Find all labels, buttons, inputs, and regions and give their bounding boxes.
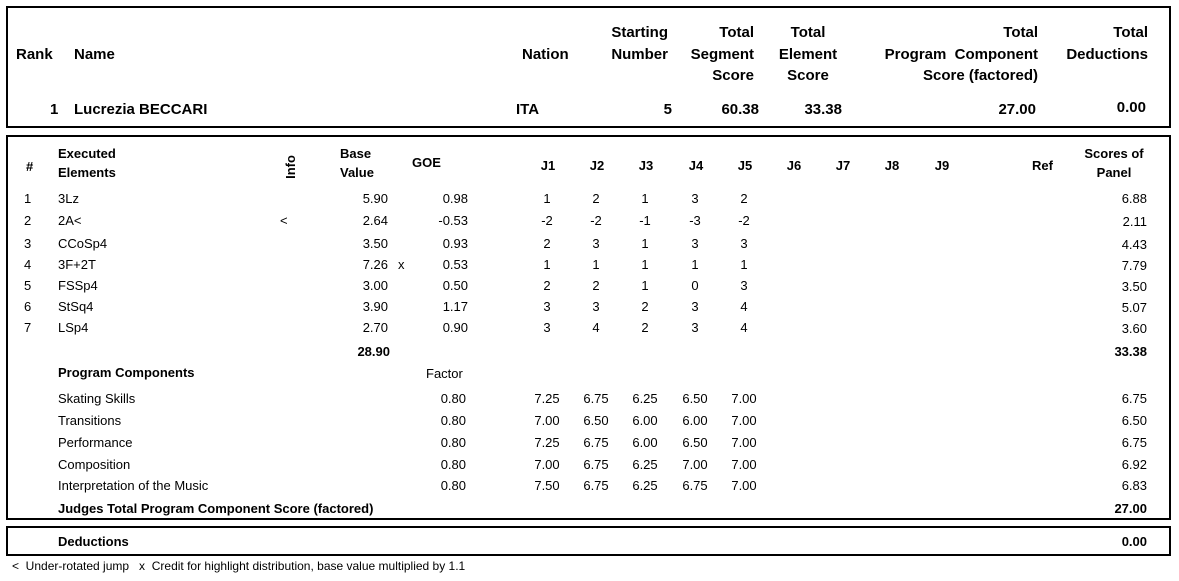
element-panel-score: 5.07 (1121, 300, 1147, 315)
component-judge-score: 6.25 (632, 457, 658, 472)
starting-number-header-2: Number (611, 46, 668, 63)
skater-header-box (6, 6, 1171, 128)
component-judge-score: 6.75 (682, 478, 708, 493)
element-judge-score: 3 (543, 320, 551, 335)
element-panel-score: 4.43 (1121, 237, 1147, 252)
pcs-header-1: Total (1003, 24, 1038, 41)
element-judge-score: 2 (641, 320, 649, 335)
element-goe: -0.53 (438, 213, 468, 228)
element-base-value: 3.90 (362, 299, 388, 314)
element-judge-score: 1 (641, 236, 649, 251)
tes-header-3: Score (787, 67, 829, 84)
element-judge-score: 3 (740, 278, 748, 293)
skater-tss: 60.38 (721, 101, 759, 118)
nation-header: Nation (522, 46, 569, 63)
element-judge-score: -2 (590, 213, 602, 228)
tes-header-1: Total (790, 24, 826, 41)
component-name: Composition (58, 457, 131, 472)
details-box (6, 135, 1171, 520)
component-judge-score: 6.00 (632, 413, 658, 428)
element-judge-score: 1 (641, 257, 649, 272)
skater-pcs: 27.00 (998, 101, 1036, 118)
component-name: Transitions (58, 413, 122, 428)
element-judge-score: 3 (740, 236, 748, 251)
executed-header-1: Executed (58, 146, 116, 161)
element-number: 7 (24, 320, 32, 335)
element-judge-score: 0 (691, 278, 699, 293)
element-judge-score: 4 (740, 320, 748, 335)
component-judge-score: 6.25 (632, 478, 658, 493)
tss-header-1: Total (719, 24, 754, 41)
element-panel-score: 6.88 (1121, 191, 1147, 206)
element-name: 2A< (58, 213, 82, 228)
element-judge-score: 3 (691, 320, 699, 335)
element-info: < (280, 213, 288, 228)
element-name: StSq4 (58, 299, 94, 314)
element-number: 6 (24, 299, 32, 314)
component-judge-score: 6.75 (583, 391, 609, 406)
element-number: 5 (24, 278, 32, 293)
deductions-box (6, 526, 1171, 556)
element-goe: 0.90 (442, 320, 468, 335)
component-factor: 0.80 (440, 457, 466, 472)
judge-header-j6: J6 (786, 158, 802, 173)
judge-header-j3: J3 (638, 158, 654, 173)
component-judge-score: 6.00 (632, 435, 658, 450)
element-judge-score: 1 (641, 191, 649, 206)
component-judge-score: 6.25 (632, 391, 658, 406)
rank-header: Rank (16, 46, 53, 63)
judge-header-j9: J9 (934, 158, 950, 173)
element-judge-score: 3 (592, 236, 600, 251)
component-judge-score: 7.00 (731, 457, 757, 472)
executed-header-2: Elements (58, 165, 116, 180)
element-judge-score: 1 (691, 257, 699, 272)
element-judge-score: 2 (641, 299, 649, 314)
element-panel-score: 7.79 (1121, 258, 1147, 273)
element-judge-score: 4 (740, 299, 748, 314)
legend: < Under-rotated jump x Credit for highlight distribution, base value multiplied by 1.1 (12, 559, 466, 573)
base-header-2: Value (340, 165, 374, 180)
element-judge-score: 1 (641, 278, 649, 293)
element-judge-score: 3 (543, 299, 551, 314)
element-judge-score: -2 (738, 213, 750, 228)
element-number: 2 (24, 213, 32, 228)
ded-header-1: Total (1113, 24, 1148, 41)
component-panel-score: 6.75 (1121, 435, 1147, 450)
skater-name: Lucrezia BECCARI (74, 101, 208, 118)
component-judge-score: 7.50 (534, 478, 560, 493)
component-judge-score: 6.75 (583, 435, 609, 450)
element-judge-score: 3 (691, 236, 699, 251)
panel-header-1: Scores of (1084, 146, 1144, 161)
elements-base-total: 28.90 (357, 344, 390, 359)
pcs-header-2: Program Component (884, 46, 1038, 63)
element-base-value: 2.70 (362, 320, 388, 335)
component-panel-score: 6.50 (1121, 413, 1147, 428)
info-header: Info (283, 155, 298, 179)
component-judge-score: 7.00 (534, 413, 560, 428)
element-name: 3F+2T (58, 257, 96, 272)
element-judge-score: 1 (543, 257, 551, 272)
element-base-value: 7.26 (362, 257, 388, 272)
component-factor: 0.80 (440, 391, 466, 406)
element-bonus-mark: x (398, 257, 405, 272)
component-name: Interpretation of the Music (58, 478, 209, 493)
component-factor: 0.80 (440, 478, 466, 493)
element-judge-score: 2 (740, 191, 748, 206)
element-judge-score: 3 (691, 191, 699, 206)
judge-header-j4: J4 (688, 158, 704, 173)
element-goe: 0.50 (442, 278, 468, 293)
component-judge-score: 6.75 (583, 457, 609, 472)
ded-header-2: Deductions (1066, 46, 1148, 63)
component-judge-score: 6.50 (682, 435, 708, 450)
skater-rank: 1 (50, 101, 59, 118)
tes-header-2: Element (778, 46, 838, 63)
element-goe: 0.93 (442, 236, 468, 251)
element-judge-score: -3 (689, 213, 701, 228)
element-base-value: 3.50 (362, 236, 388, 251)
element-judge-score: 2 (592, 278, 600, 293)
component-name: Performance (58, 435, 133, 450)
element-base-value: 2.64 (362, 213, 388, 228)
element-goe: 0.53 (442, 257, 468, 272)
element-goe: 1.17 (442, 299, 468, 314)
component-factor: 0.80 (440, 435, 466, 450)
element-panel-score: 2.11 (1122, 214, 1147, 229)
pcs-total-value: 27.00 (1114, 501, 1147, 516)
element-judge-score: 1 (740, 257, 748, 272)
deductions-value: 0.00 (1121, 534, 1147, 549)
element-name: CCoSp4 (58, 236, 108, 251)
component-judge-score: 6.00 (682, 413, 708, 428)
component-factor: 0.80 (440, 413, 466, 428)
element-judge-score: 1 (543, 191, 551, 206)
pcs-header-3: Score (factored) (922, 67, 1038, 84)
judge-header-j2: J2 (589, 158, 605, 173)
component-panel-score: 6.75 (1121, 391, 1147, 406)
element-number: 1 (24, 191, 32, 206)
element-number: 4 (24, 257, 32, 272)
ref-header: Ref (1032, 158, 1053, 173)
component-judge-score: 7.00 (682, 457, 708, 472)
element-judge-score: 3 (592, 299, 600, 314)
base-header-1: Base (340, 146, 372, 161)
elements-panel-total: 33.38 (1114, 344, 1147, 359)
element-name: 3Lz (58, 191, 79, 206)
name-header: Name (74, 46, 115, 63)
element-judge-score: 1 (592, 257, 600, 272)
component-judge-score: 6.75 (583, 478, 609, 493)
judge-header-j5: J5 (737, 158, 753, 173)
pcs-total-label: Judges Total Program Component Score (factored) (58, 501, 374, 516)
element-base-value: 5.90 (362, 191, 388, 206)
component-judge-score: 7.00 (731, 435, 757, 450)
element-name: LSp4 (58, 320, 89, 335)
component-judge-score: 7.00 (731, 478, 757, 493)
judge-header-j8: J8 (884, 158, 900, 173)
component-judge-score: 6.50 (583, 413, 609, 428)
num-header: # (26, 159, 34, 174)
element-panel-score: 3.60 (1121, 321, 1147, 336)
component-panel-score: 6.92 (1121, 457, 1147, 472)
judge-header-j7: J7 (835, 158, 851, 173)
skater-nation: ITA (516, 101, 540, 118)
component-judge-score: 6.50 (682, 391, 708, 406)
goe-header: GOE (412, 155, 441, 170)
deductions-label: Deductions (58, 534, 129, 549)
element-judge-score: -2 (541, 213, 553, 228)
skater-starting-number: 5 (663, 101, 672, 118)
element-panel-score: 3.50 (1121, 279, 1147, 294)
panel-header-2: Panel (1096, 165, 1132, 180)
element-name: FSSp4 (58, 278, 98, 293)
element-number: 3 (24, 236, 32, 251)
judge-header-j1: J1 (540, 158, 556, 173)
element-judge-score: 2 (543, 278, 551, 293)
tss-header-3: Score (712, 67, 754, 84)
element-base-value: 3.00 (362, 278, 388, 293)
program-components-title: Program Components (58, 365, 195, 380)
element-judge-score: 4 (592, 320, 600, 335)
element-goe: 0.98 (442, 191, 468, 206)
skater-tes: 33.38 (804, 101, 842, 118)
tss-header-2: Segment (690, 46, 754, 63)
component-name: Skating Skills (58, 391, 136, 406)
component-panel-score: 6.83 (1121, 478, 1147, 493)
element-judge-score: 2 (592, 191, 600, 206)
component-judge-score: 7.00 (731, 391, 757, 406)
component-judge-score: 7.25 (534, 435, 560, 450)
element-judge-score: 3 (691, 299, 699, 314)
factor-header: Factor (426, 366, 463, 381)
component-judge-score: 7.00 (731, 413, 757, 428)
element-judge-score: 2 (543, 236, 551, 251)
element-judge-score: -1 (639, 213, 651, 228)
component-judge-score: 7.25 (534, 391, 560, 406)
starting-number-header-1: Starting (611, 24, 668, 41)
skater-deductions: 0.00 (1116, 99, 1146, 116)
component-judge-score: 7.00 (534, 457, 560, 472)
